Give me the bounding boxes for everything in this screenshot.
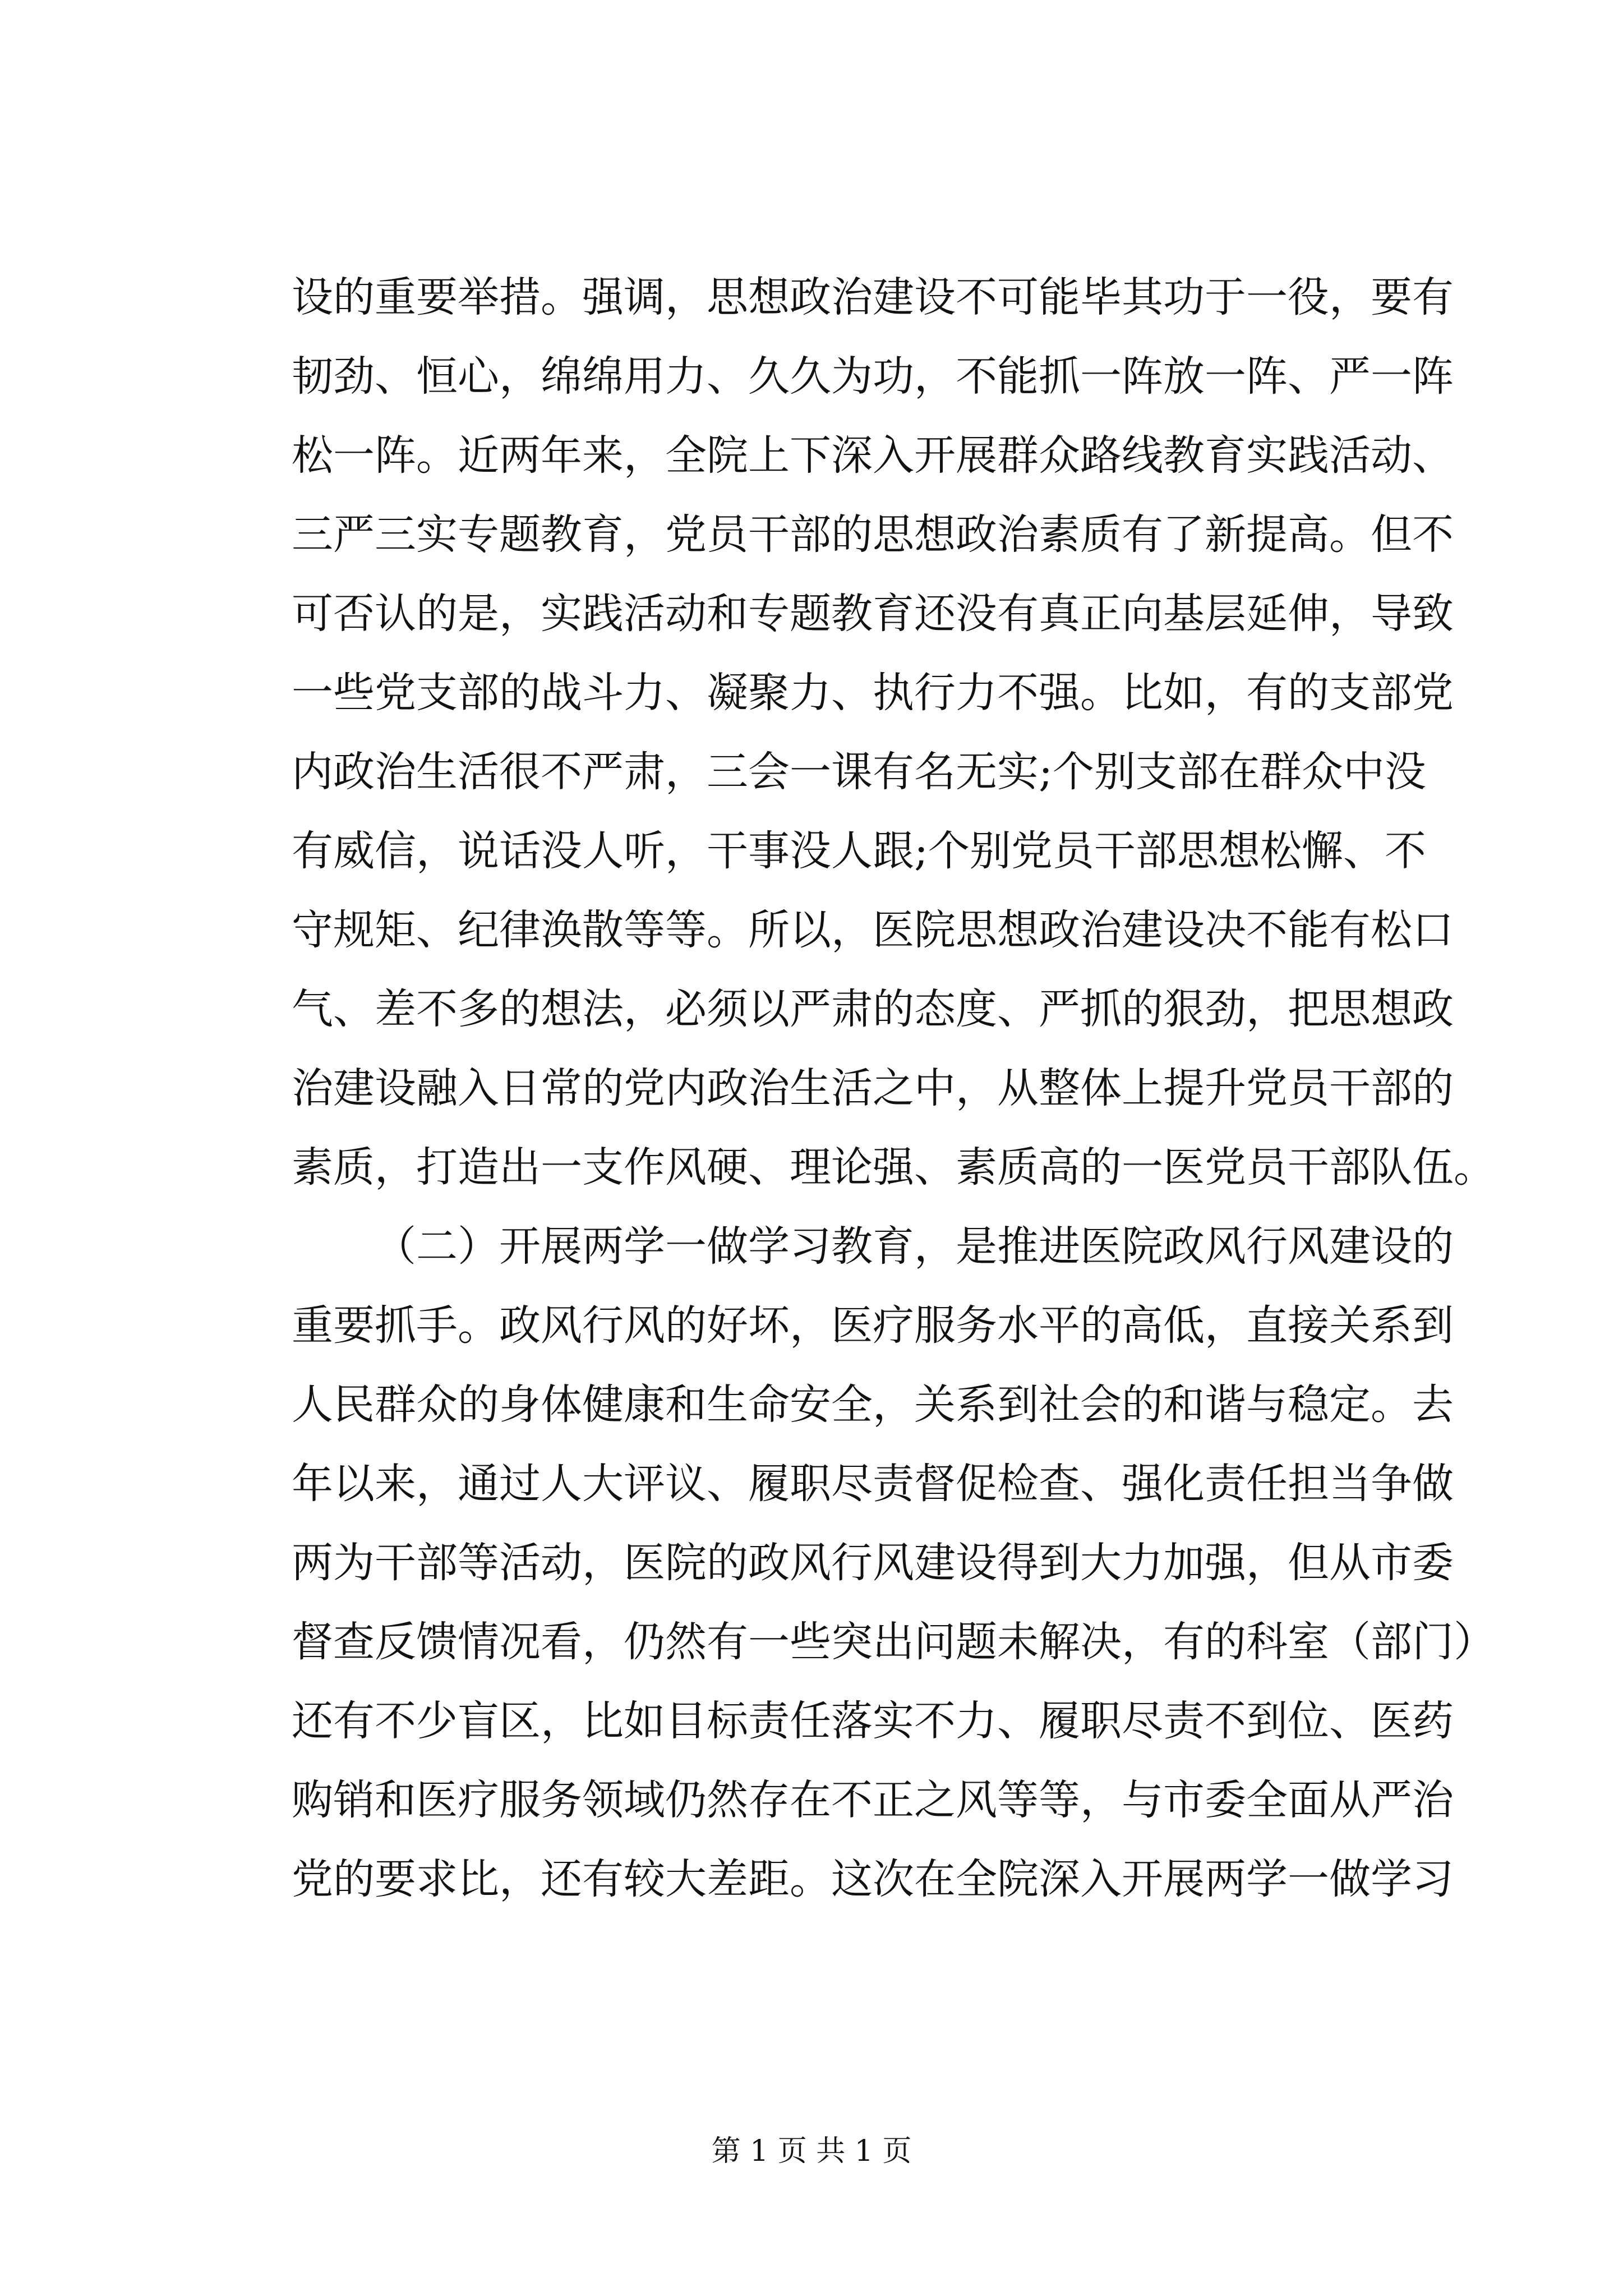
text-line: 可否认的是，实践活动和专题教育还没有真正向基层延伸，导致 xyxy=(292,590,1454,638)
text-line: 三严三实专题教育，党员干部的思想政治素质有了新提高。但不 xyxy=(292,510,1454,559)
page-footer xyxy=(0,2132,1623,2171)
text-line: 气、差不多的想法，必须以严肃的态度、严抓的狠劲，把思想政 xyxy=(292,985,1454,1033)
text-line: 两为干部等活动，医院的政风行风建设得到大力加强，但从市委 xyxy=(292,1539,1454,1587)
text-line: 购销和医疗服务领域仍然存在不正之风等等，与市委全面从严治 xyxy=(292,1776,1454,1824)
text-line: 人民群众的身体健康和生命安全，关系到社会的和谐与稳定。去 xyxy=(292,1381,1454,1429)
text-line: 重要抓手。政风行风的好坏，医疗服务水平的高低，直接关系到 xyxy=(292,1301,1454,1350)
text-line: 年以来，通过人大评议、履职尽责督促检查、强化责任担当争做 xyxy=(292,1460,1454,1508)
text-line: 素质，打造出一支作风硬、理论强、素质高的一医党员干部队伍。 xyxy=(292,1143,1495,1191)
text-line: 督查反馈情况看，仍然有一些突出问题未解决，有的科室（部门） xyxy=(292,1618,1495,1666)
text-line: 守规矩、纪律涣散等等。所以，医院思想政治建设决不能有松口 xyxy=(292,906,1454,954)
text-line: 设的重要举措。强调，思想政治建设不可能毕其功于一役，要有 xyxy=(292,273,1454,321)
page-number: 第 1 页 共 1 页 xyxy=(711,2134,912,2168)
text-line: 韧劲、恒心，绵绵用力、久久为功，不能抓一阵放一阵、严一阵 xyxy=(292,352,1454,401)
text-line: 有威信，说话没人听，干事没人跟;个别党员干部思想松懈、不 xyxy=(292,827,1426,875)
text-line: 一些党支部的战斗力、凝聚力、执行力不强。比如，有的支部党 xyxy=(292,669,1454,717)
text-line: 还有不少盲区，比如目标责任落实不力、履职尽责不到位、医药 xyxy=(292,1697,1454,1745)
text-line: 内政治生活很不严肃，三会一课有名无实;个别支部在群众中没 xyxy=(292,748,1426,796)
text-line: 党的要求比，还有较大差距。这次在全院深入开展两学一做学习 xyxy=(292,1855,1454,1903)
paragraph-start-line: （二）开展两学一做学习教育，是推进医院政风行风建设的 xyxy=(375,1222,1454,1271)
text-line: 治建设融入日常的党内政治生活之中，从整体上提升党员干部的 xyxy=(292,1064,1454,1112)
text-line: 松一阵。近两年来，全院上下深入开展群众路线教育实践活动、 xyxy=(292,431,1454,480)
